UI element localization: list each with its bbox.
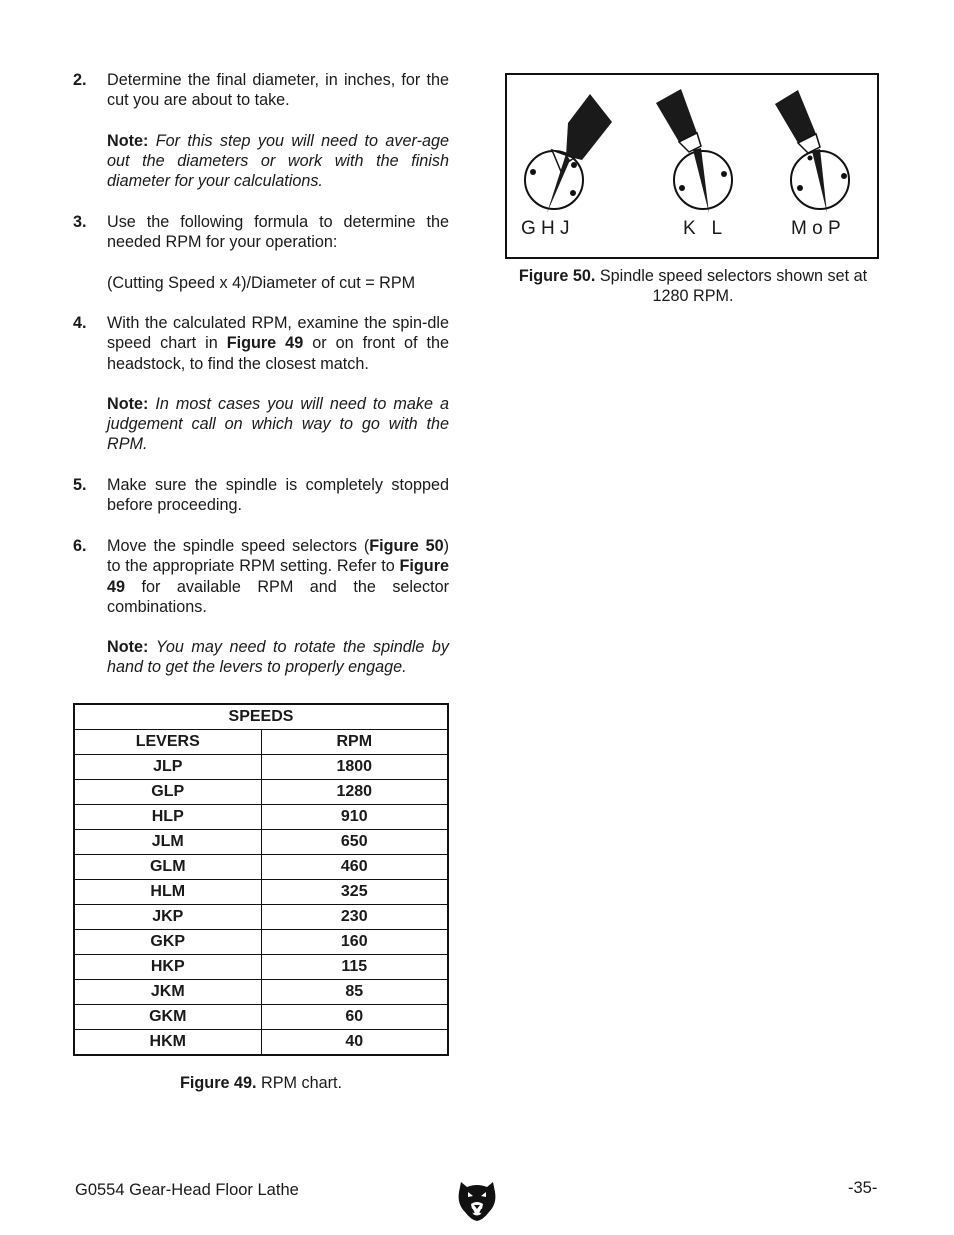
levers-cell: JLM — [74, 830, 261, 855]
figure-50-caption: Figure 50. Spindle speed selectors shown set at 1280 RPM. — [518, 267, 868, 306]
bear-head-logo-icon — [457, 1178, 497, 1222]
rpm-cell: 325 — [261, 880, 448, 905]
rpm-cell: 650 — [261, 830, 448, 855]
table-row — [74, 1005, 448, 1030]
table-row — [74, 980, 448, 1005]
step-note: Note: For this step you will need to aver-age out the diameters or work with the finish diameter for your calculations. — [107, 131, 449, 191]
step-number: 6. — [73, 537, 87, 555]
rpm-cell: 160 — [261, 930, 448, 955]
rpm-cell: 1280 — [261, 780, 448, 805]
column-header-rpm: RPM — [261, 730, 448, 755]
rpm-cell: 230 — [261, 905, 448, 930]
selector-ghj-icon — [525, 94, 612, 213]
step-note: Note: You may need to rotate the spindle by hand to get the levers to properly engage. — [107, 638, 449, 677]
levers-cell: HLM — [74, 880, 261, 905]
figure-49-caption: Figure 49. RPM chart. — [180, 1074, 342, 1092]
levers-cell: GLM — [74, 855, 261, 880]
levers-cell: HKP — [74, 955, 261, 980]
rpm-cell: 1800 — [261, 755, 448, 780]
table-row — [74, 755, 448, 780]
step-number: 4. — [73, 314, 87, 332]
step-6 — [73, 536, 449, 678]
levers-cell: GKM — [74, 1005, 261, 1030]
footer-model-title: G0554 Gear-Head Floor Lathe — [75, 1181, 299, 1199]
step-2 — [73, 70, 449, 191]
table-row — [74, 905, 448, 930]
table-row — [74, 830, 448, 855]
selector-kl-icon — [656, 89, 732, 213]
figure-reference: Figure 49 — [107, 557, 449, 596]
levers-cell: JKP — [74, 905, 261, 930]
figure-50-speed-selectors — [505, 73, 879, 259]
rpm-cell: 460 — [261, 855, 448, 880]
figure-reference: Figure 50 — [369, 537, 444, 555]
page-number: -35- — [848, 1179, 878, 1197]
table-row — [74, 855, 448, 880]
rpm-cell: 40 — [261, 1030, 448, 1056]
step-number: 3. — [73, 213, 87, 231]
step-text: Move the spindle speed selectors (Figure 50) to the appropriate RPM setting. Refer to Figure 49 for available RPM and the selector combinations. — [107, 537, 450, 616]
levers-cell: HKM — [74, 1030, 261, 1056]
levers-cell: HLP — [74, 805, 261, 830]
step-3 — [73, 212, 449, 293]
levers-cell: JLP — [74, 755, 261, 780]
selector-label-kl: K L — [683, 218, 723, 239]
table-row — [74, 780, 448, 805]
step-text: Use the following formula to determine the needed RPM for your operation: — [107, 213, 449, 252]
table-row — [74, 880, 448, 905]
figure-reference: Figure 49 — [226, 334, 304, 353]
step-number: 2. — [73, 71, 87, 89]
levers-cell: JKM — [74, 980, 261, 1005]
step-text: With the calculated RPM, examine the spin-dle speed chart in Figure 49 or on front of the headstock, to find the closest match. — [107, 314, 450, 373]
rpm-cell: 85 — [261, 980, 448, 1005]
table-row — [74, 805, 448, 830]
table-row — [74, 955, 448, 980]
column-header-levers: LEVERS — [74, 730, 261, 755]
table-title: SPEEDS — [74, 704, 448, 730]
table-row — [74, 1030, 448, 1056]
step-note: Note: In most cases you will need to make a judgement call on which way to go with the RPM. — [107, 394, 449, 454]
step-number: 5. — [73, 476, 87, 494]
selector-mop-icon — [775, 90, 849, 213]
selector-label-ghj: G H J — [521, 218, 570, 239]
rpm-cell: 910 — [261, 805, 448, 830]
rpm-cell: 115 — [261, 955, 448, 980]
table-row — [74, 930, 448, 955]
step-4 — [73, 313, 449, 455]
step-text: Determine the final diameter, in inches, for the cut you are about to take. — [107, 71, 449, 110]
step-text: Make sure the spindle is completely stopped before proceeding. — [107, 476, 449, 515]
formula: (Cutting Speed x 4)/Diameter of cut = RPM — [107, 273, 416, 292]
rpm-cell: 60 — [261, 1005, 448, 1030]
levers-cell: GLP — [74, 780, 261, 805]
selector-label-mop: M o P — [791, 218, 841, 239]
rpm-chart-table — [73, 703, 449, 1056]
levers-cell: GKP — [74, 930, 261, 955]
step-5 — [73, 475, 449, 516]
